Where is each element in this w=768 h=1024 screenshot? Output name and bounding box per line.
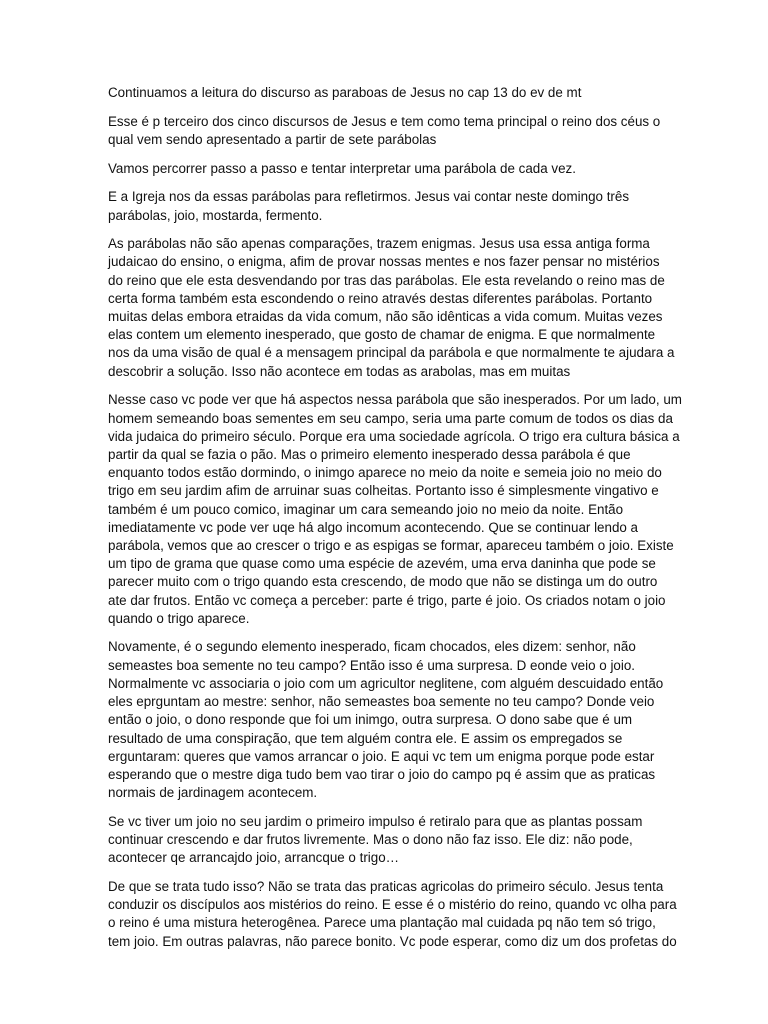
paragraph-mystery-of-kingdom [108,878,677,951]
text-line: continuar crescendo e dar frutos livremente. Mas o dono não faz isso. Ele diz: não pode, [108,832,633,848]
text-line: judaicao do ensino, o enigma, afim de provar nossas mentes e nos fazer pensar no mistérios [108,254,660,270]
text-line: imediatamente vc pode ver uqe há algo incomum acontecendo. Que se continuar lendo a [108,519,639,535]
text-line: parecer muito com o trigo quando esta crescendo, de modo que não se distinga um do outro [108,574,658,590]
text-line: enquanto todos estão dormindo, o inimgo aparece no meio da noite e semeia joio no meio do [108,465,662,481]
text-line: Vamos percorrer passo a passo e tentar interpretar uma parábola de cada vez. [108,160,576,176]
paragraph-second-element [108,638,664,802]
text-line: muitas delas embora etraidas da vida comum, não são idênticas a vida comum. Muitas vezes [108,309,663,325]
text-line: acontecer qe arrancajdo joio, arrancque o trigo… [108,850,400,866]
text-line: Esse é p terceiro dos cinco discursos de Jesus e tem como tema principal o reino dos céus o [108,113,661,129]
text-line: tem joio. Em outras palavras, não parece bonito. Vc pode esperar, como diz um dos profetas do [108,933,677,949]
paragraph-three-parables [108,188,660,224]
text-line: trigo em seu jardim afim de arruinar suas colheitas. Portanto isso é simplesmente vingativo e [108,483,659,499]
text-line: E a Igreja nos da essas parábolas para refletirmos. Jesus vai contar neste domingo três [108,189,630,205]
text-line: As parábolas não são apenas comparações, trazem enigmas. Jesus usa essa antiga forma [108,236,650,252]
paragraph-third-discourse [108,113,660,149]
paragraph-first-impulse [108,813,660,868]
text-line: ate dar frutos. Então vc começa a perceber: parte é trigo, parte é joio. Os criados notam o joio [108,592,666,608]
paragraph-enigmas [108,235,675,381]
text-line: parábolas, joio, mostarda, fermento. [108,207,323,223]
text-line: homem semeando boas sementes em seu campo, seria uma parte comum de todos os dias da [108,410,673,426]
text-line: Nesse caso vc pode ver que há aspectos nessa parábola que são inesperados. Por um lado, um [108,392,682,408]
text-line: De que se trata tudo isso? Não se trata das praticas agricolas do primeiro século. Jesus tenta [108,878,664,894]
text-line: um tipo de grama que quase como uma espécie de azevém, uma erva daninha que pode se [108,556,656,572]
text-line: esperando que o mestre diga tudo bem vao tirar o joio do campo pq é assim que as praticas [108,766,656,782]
text-line: erguntaram: queres que vamos arrancar o joio. E aqui vc tem um enigma porque pode estar [108,748,655,764]
text-line: normais de jardinagem acontecem. [108,785,318,801]
text-line: também é um pouco comico, imaginar um cara semeando joio no meio da noite. Então [108,501,624,517]
paragraph-step-by-step [108,160,660,178]
text-line: Se vc tiver um joio no seu jardim o primeiro impulso é retiralo para que as plantas possam [108,813,643,829]
text-line: resultado de uma conspiração, que tem alguém contra ele. E assim os empregados se [108,730,623,746]
text-line: parábola, vemos que ao crescer o trigo e as espigas se formar, apareceu também o joio. Existe [108,537,674,553]
text-line: Normalmente vc associaria o joio com um agricultor neglitene, com alguém descuidado então [108,675,664,691]
text-line: Novamente, é o segundo elemento inesperado, ficam chocados, eles dizem: senhor, não [108,639,636,655]
text-line: conduzir os discípulos aos mistérios do reino. E esse é o mistério do reino, quando vc olha para [108,897,677,913]
text-line: quando o trigo aparece. [108,610,250,626]
text-line: elas contem um elemento inesperado, que gosto de chamar de enigma. E que normalmente [108,327,656,343]
document-body [108,84,682,961]
text-line: certa forma também esta escondendo o reino através destas diferentes parábolas. Portanto [108,290,653,306]
text-line: nos da uma visão de qual é a mensagem principal da parábola e que normalmente te ajudara a [108,345,675,361]
text-line: do reino que ele esta desvendando por tras das parábolas. Ele esta revelando o reino mas de [108,272,665,288]
paragraph-intro [108,84,660,102]
text-line: o reino é uma mistura heterogênea. Parece uma plantação mal cuidada pq não tem só trigo, [108,915,656,931]
paragraph-unexpected-aspects [108,391,682,628]
text-line: eles eprguntam ao mestre: senhor, não semeastes boa semente no teu campo? Donde veio [108,694,655,710]
text-line: partir da qual se fazia o pão. Mas o primeiro elemento inesperado dessa parábola é que [108,446,631,462]
text-line: descobrir a solução. Isso não acontece em todas as arabolas, mas em muitas [108,363,571,379]
text-line: vida judaica do primeiro século. Porque era uma sociedade agrícola. O trigo era cultura básica a [108,428,680,444]
text-line: qual vem sendo apresentado a partir de sete parábolas [108,131,437,147]
text-line: Continuamos a leitura do discurso as paraboas de Jesus no cap 13 do ev de mt [108,85,582,100]
text-line: semeastes boa semente no teu campo? Então isso é uma surpresa. D eonde veio o joio. [108,657,636,673]
text-line: então o joio, o dono responde que foi um inimgo, outra surpresa. O dono sabe que é um [108,712,633,728]
